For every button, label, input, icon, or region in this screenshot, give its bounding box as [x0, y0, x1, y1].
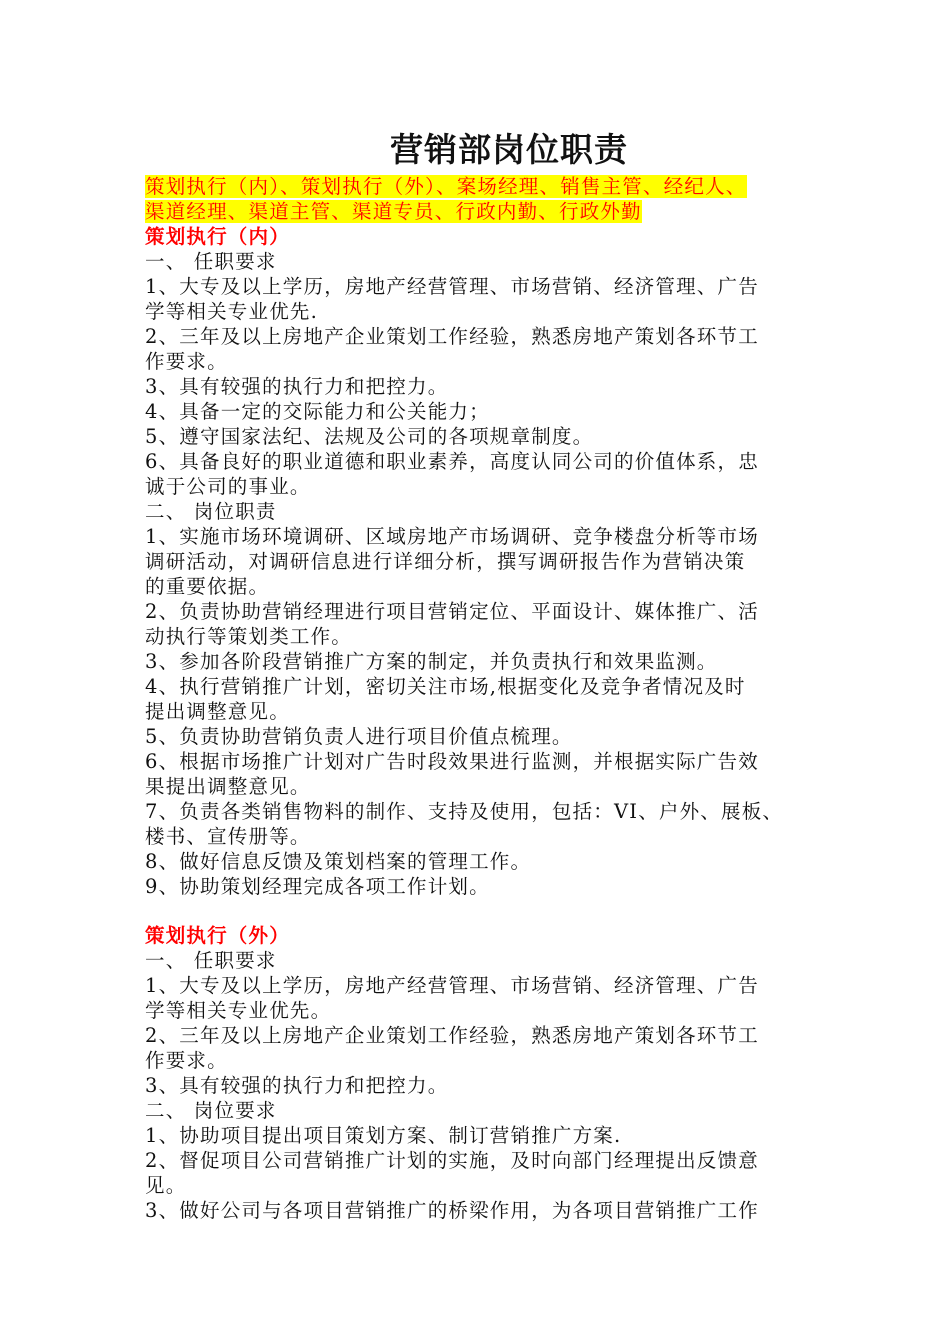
body-line: 作要求。	[145, 1049, 228, 1072]
body-line: 4、具备一定的交际能力和公关能力；	[145, 400, 490, 423]
body-line: 3、具有较强的执行力和把控力。	[145, 1074, 449, 1097]
body-line: 5、遵守国家法纪、法规及公司的各项规章制度。	[145, 425, 594, 448]
body-line: 9、协助策划经理完成各项工作计划。	[145, 875, 490, 898]
body-line: 2、三年及以上房地产企业策划工作经验，熟悉房地产策划各环节工	[145, 1024, 759, 1047]
body-line: 学等相关专业优先。	[145, 999, 332, 1022]
body-line: 7、负责各类销售物料的制作、支持及使用，包括：VI、户外、展板、	[145, 800, 784, 823]
body-line: 动执行等策划类工作。	[145, 625, 353, 648]
document-body	[145, 174, 835, 1223]
body-line: 8、做好信息反馈及策划档案的管理工作。	[145, 850, 532, 873]
body-line: 一、 任职要求	[145, 250, 277, 273]
section-heading: 策划执行（内）	[145, 225, 290, 248]
highlight-line	[145, 199, 835, 224]
highlighted-text: 渠道经理、渠道主管、渠道专员、行政内勤、行政外勤	[145, 200, 642, 223]
body-line: 1、协助项目提出项目策划方案、制订营销推广方案.	[145, 1124, 622, 1147]
body-line: 二、 岗位职责	[145, 500, 277, 523]
body-line: 2、负责协助营销经理进行项目营销定位、平面设计、媒体推广、活	[145, 600, 759, 623]
body-line: 调研活动，对调研信息进行详细分析，撰写调研报告作为营销决策	[145, 550, 746, 573]
body-line: 4、执行营销推广计划，密切关注市场,根据变化及竞争者情况及时	[145, 675, 746, 698]
section-heading: 策划执行（外）	[145, 924, 290, 947]
body-line: 6、根据市场推广计划对广告时段效果进行监测，并根据实际广告效	[145, 750, 759, 773]
body-line: 的重要依据。	[145, 575, 270, 598]
body-line: 楼书、宣传册等。	[145, 825, 311, 848]
body-line: 1、大专及以上学历，房地产经营管理、市场营销、经济管理、广告	[145, 974, 759, 997]
body-line: 二、 岗位要求	[145, 1099, 277, 1122]
body-line: 1、实施市场环境调研、区域房地产市场调研、竞争楼盘分析等市场	[145, 525, 759, 548]
body-line: 果提出调整意见。	[145, 775, 311, 798]
body-line: 1、大专及以上学历，房地产经营管理、市场营销、经济管理、广告	[145, 275, 759, 298]
document-title: 营销部岗位职责	[390, 130, 628, 169]
spacer	[145, 899, 835, 923]
body-line: 见。	[145, 1174, 187, 1197]
body-line: 2、三年及以上房地产企业策划工作经验，熟悉房地产策划各环节工	[145, 325, 759, 348]
body-line: 学等相关专业优先.	[145, 300, 318, 323]
highlight-line	[145, 174, 835, 199]
body-line: 2、督促项目公司营销推广计划的实施，及时向部门经理提出反馈意	[145, 1149, 759, 1172]
body-line: 提出调整意见。	[145, 700, 290, 723]
highlighted-text: 策划执行（内）、策划执行（外）、案场经理、销售主管、经纪人、	[145, 175, 747, 198]
body-line: 3、具有较强的执行力和把控力。	[145, 375, 449, 398]
body-line: 3、做好公司与各项目营销推广的桥梁作用，为各项目营销推广工作	[145, 1199, 759, 1222]
body-line: 3、参加各阶段营销推广方案的制定，并负责执行和效果监测。	[145, 650, 718, 673]
body-line: 6、具备良好的职业道德和职业素养，高度认同公司的价值体系，忠	[145, 450, 759, 473]
body-line: 作要求。	[145, 350, 228, 373]
body-line: 诚于公司的事业。	[145, 475, 311, 498]
body-line: 5、负责协助营销负责人进行项目价值点梳理。	[145, 725, 573, 748]
body-line: 一、 任职要求	[145, 949, 277, 972]
